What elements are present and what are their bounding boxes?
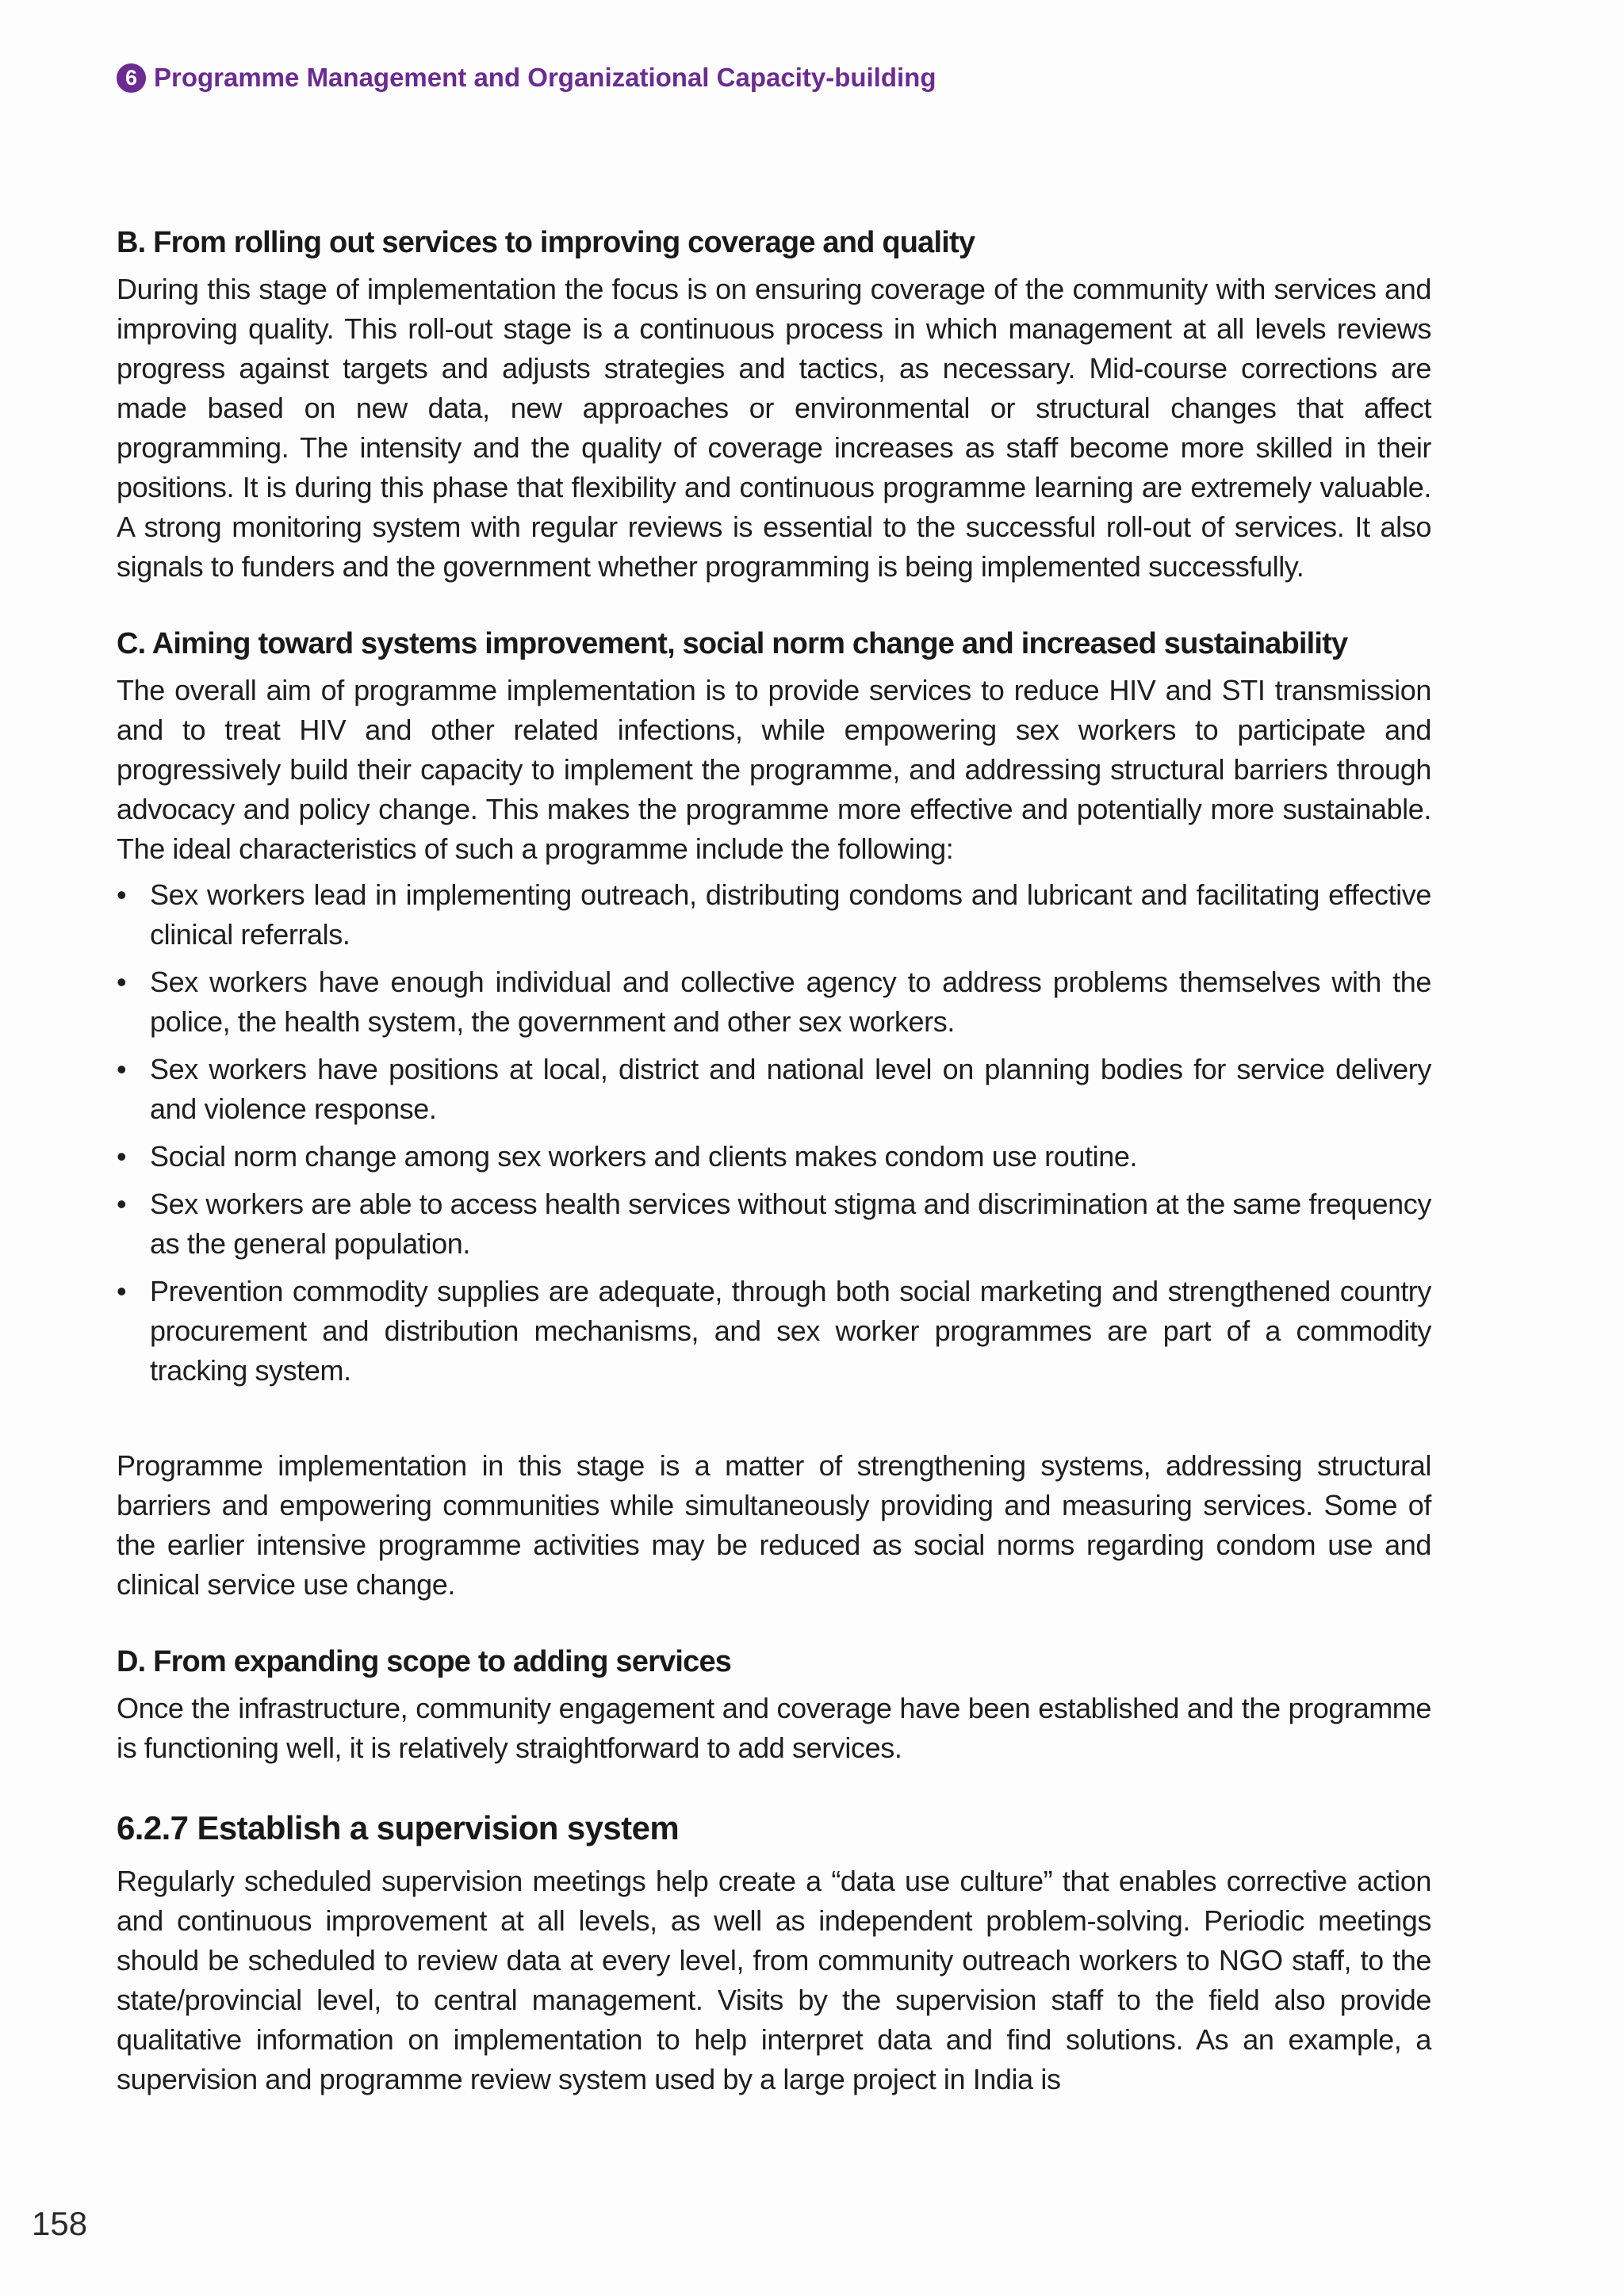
section-627-heading: 6.2.7 Establish a supervision system	[117, 1809, 680, 1846]
list-item: • Social norm change among sex workers and clients makes condom use routine.	[117, 1137, 1431, 1177]
section-d-heading: D. From expanding scope to adding services	[117, 1645, 732, 1678]
section-b-body: During this stage of implementation the focus is on ensuring coverage of the community with services and improving quality. This roll-out stage is a continuous process in which management at all levels reviews progress against targets and adjusts strategies and tactics, as necessary. Mid-course corrections are made based on new data, new approaches or environmental or structural changes that affect programming. The intensity and the quality of coverage increases as staff become more skilled in their positions. It is during this phase that flexibility and continuous programme learning are extremely valuable. A strong monitoring system with regular reviews is essential to the successful roll-out of services. It also signals to funders and the government whether programming is being implemented successfully.	[117, 273, 1431, 583]
page-content	[117, 224, 1431, 2099]
section-b-heading: B. From rolling out services to improving coverage and quality	[117, 226, 975, 259]
page-number: 158	[32, 2205, 88, 2242]
section-c-bullet-list	[117, 875, 1431, 1391]
list-item: • Sex workers have enough individual and collective agency to address problems themselves with the police, the health system, the government and other sex workers.	[117, 962, 1431, 1042]
list-item: • Sex workers have positions at local, district and national level on planning bodies for service delivery and violence response.	[117, 1050, 1431, 1129]
section-d-body: Once the infrastructure, community engagement and coverage have been established and the programme is functioning well, it is relatively straightforward to add services.	[117, 1692, 1431, 1764]
chapter-header	[117, 62, 936, 94]
chapter-number-badge: 6	[117, 63, 146, 93]
list-item: • Sex workers are able to access health services without stigma and discrimination at the same frequency as the general population.	[117, 1184, 1431, 1264]
section-c-intro: The overall aim of programme implementation is to provide services to reduce HIV and STI transmission and to treat HIV and other related infections, while empowering sex workers to participate and progressively build their capacity to implement the programme, and addressing structural barriers through advocacy and policy change. This makes the programme more effective and potentially more sustainable. The ideal characteristics of such a programme include the following:	[117, 674, 1431, 865]
list-item: • Sex workers lead in implementing outreach, distributing condoms and lubricant and facilitating effective clinical referrals.	[117, 875, 1431, 955]
chapter-title: Programme Management and Organizational Capacity-building	[154, 63, 936, 92]
list-item: • Prevention commodity supplies are adequate, through both social marketing and strengthened country procurement and distribution mechanisms, and sex worker programmes are part of a commodity tracking system.	[117, 1272, 1431, 1391]
section-c-heading: C. Aiming toward systems improvement, social norm change and increased sustainability	[117, 627, 1348, 660]
section-c-closing: Programme implementation in this stage is a matter of strengthening systems, addressing structural barriers and empowering communities while simultaneously providing and measuring services. Some of the earlier intensive programme activities may be reduced as social norms regarding condom use and clinical service use change.	[117, 1449, 1431, 1601]
section-627-body: Regularly scheduled supervision meetings help create a “data use culture” that enables corrective action and continuous improvement at all levels, as well as independent problem-solving. Periodic meetings should be scheduled to review data at every level, from community outreach workers to NGO staff, to the state/provincial level, to central management. Visits by the supervision staff to the field also provide qualitative information on implementation to help interpret data and find solutions. As an example, a supervision and programme review system used by a large project in India is	[117, 1865, 1431, 2095]
